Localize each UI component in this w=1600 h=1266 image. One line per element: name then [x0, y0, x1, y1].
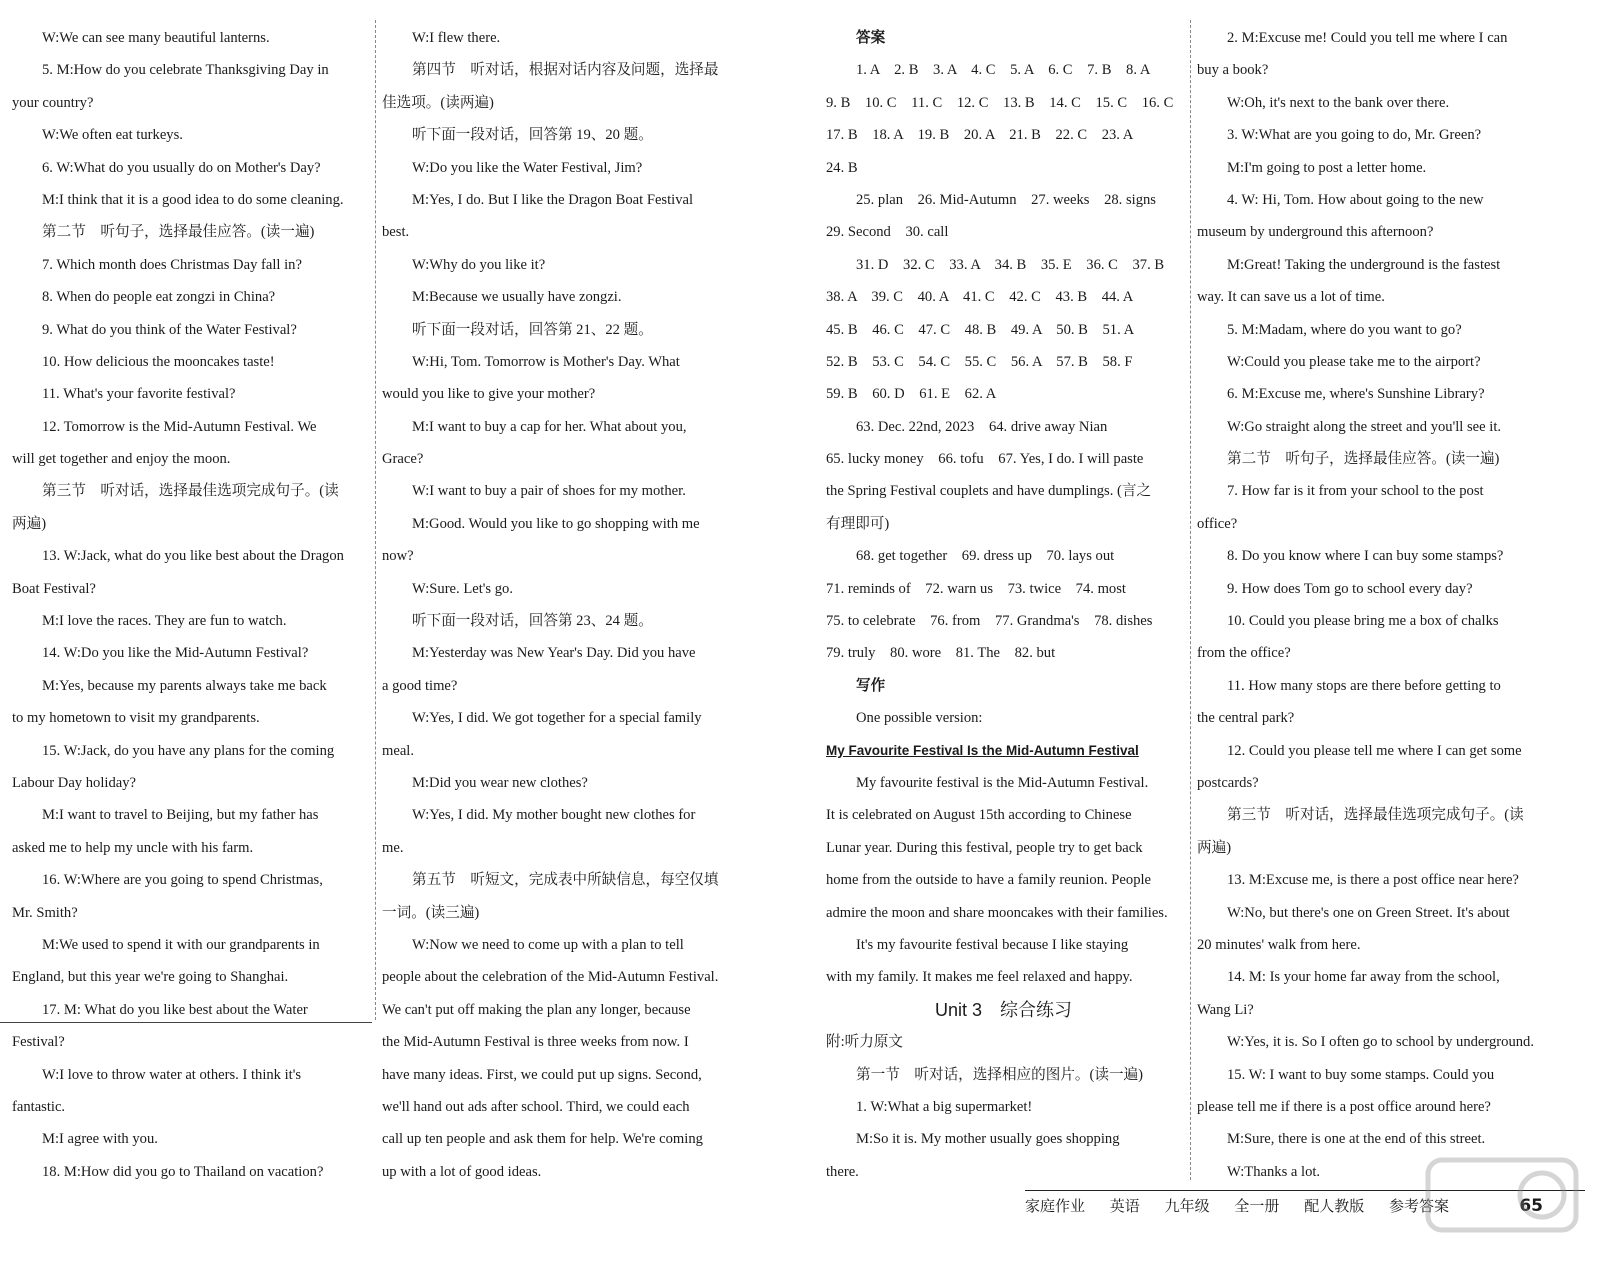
- text-line: up with a lot of good ideas.: [382, 1163, 542, 1180]
- text-line: 一词。(读三遍): [382, 904, 480, 921]
- text-line: 第四节 听对话，根据对话内容及问题，选择最: [412, 62, 719, 79]
- text-line: One possible version:: [856, 710, 983, 727]
- text-line: Wang Li?: [1197, 1001, 1254, 1018]
- text-line: 12. Tomorrow is the Mid-Autumn Festival. We: [42, 418, 317, 435]
- text-line: way. It can save us a lot of time.: [1197, 289, 1385, 306]
- footer-item: 英语: [1109, 1197, 1140, 1215]
- text-line: 11. How many stops are there before getting to: [1227, 677, 1501, 694]
- text-line: there.: [826, 1163, 859, 1180]
- text-line: 14. W:Do you like the Mid-Autumn Festival?: [42, 645, 309, 662]
- text-line: 29. Second 30. call: [826, 224, 949, 241]
- text-line: 3. W:What are you going to do, Mr. Green?: [1227, 127, 1482, 144]
- text-line: your country?: [12, 94, 94, 111]
- text-line: fantastic.: [12, 1098, 66, 1115]
- text-line: W:Now we need to come up with a plan to tell: [412, 936, 684, 953]
- text-line: 听下面一段对话，回答第 21、22 题。: [412, 321, 653, 338]
- footer-item: 配人教版: [1304, 1197, 1365, 1215]
- text-line: W:Thanks a lot.: [1227, 1163, 1321, 1180]
- text-line: 16. W:Where are you going to spend Christmas,: [42, 872, 323, 889]
- text-line: W:Could you please take me to the airport?: [1227, 353, 1481, 370]
- footer-item: 参考答案: [1388, 1197, 1449, 1215]
- text-line: 听下面一段对话，回答第 19、20 题。: [412, 127, 653, 144]
- text-line: 13. W:Jack, what do you like best about the Dragon: [42, 548, 344, 565]
- text-line: 63. Dec. 22nd, 2023 64. drive away Nian: [856, 418, 1108, 435]
- text-line: 两遍): [1197, 839, 1232, 856]
- text-line: 6. W:What do you usually do on Mother's Day?: [42, 159, 321, 176]
- text-line: M:I agree with you.: [42, 1131, 158, 1148]
- text-line: 25. plan 26. Mid-Autumn 27. weeks 28. signs: [856, 191, 1156, 208]
- text-line: 20 minutes' walk from here.: [1197, 936, 1361, 953]
- text-line: 第一节 听对话，选择相应的图片。(读一遍): [856, 1066, 1144, 1083]
- text-line: Boat Festival?: [12, 580, 96, 597]
- text-line: 17. M: What do you like best about the Water: [42, 1001, 308, 1018]
- text-line: 两遍): [12, 515, 47, 532]
- text-line: office?: [1197, 515, 1238, 532]
- text-line: W:Do you like the Water Festival, Jim?: [412, 159, 643, 176]
- text-line: 75. to celebrate 76. from 77. Grandma's 78. dishes: [826, 613, 1153, 630]
- right-page: [800, 0, 1600, 1266]
- text-line: 听下面一段对话，回答第 23、24 题。: [412, 613, 653, 630]
- text-line: M:I want to buy a cap for her. What about you,: [412, 418, 687, 435]
- text-line: 佳选项。(读两遍): [382, 94, 494, 111]
- section-label: 写作: [856, 677, 886, 694]
- text-line: 2. M:Excuse me! Could you tell me where I can: [1227, 30, 1508, 46]
- text-line: buy a book?: [1197, 62, 1269, 79]
- text-line: we'll hand out ads after school. Third, we could each: [382, 1098, 690, 1115]
- text-line: 59. B 60. D 61. E 62. A: [826, 386, 997, 403]
- text-line: M:Great! Taking the underground is the fastest: [1227, 256, 1501, 273]
- column-3: [826, 22, 1181, 1188]
- text-line: M:Yes, I do. But I like the Dragon Boat Festival: [412, 191, 694, 208]
- text-line: 11. What's your favorite festival?: [42, 386, 236, 403]
- text-line: 9. B 10. C 11. C 12. C 13. B 14. C 15. C 16. C: [826, 94, 1174, 111]
- text-line: 第二节 听句子，选择最佳应答。(读一遍): [1227, 451, 1500, 468]
- text-line: 10. Could you please bring me a box of chalks: [1227, 613, 1499, 630]
- text-line: 15. W: I want to buy some stamps. Could you: [1227, 1066, 1495, 1083]
- text-line: 12. Could you please tell me where I can get some: [1227, 742, 1522, 759]
- text-line: postcards?: [1197, 774, 1259, 791]
- text-line: W:I want to buy a pair of shoes for my mother.: [412, 483, 686, 500]
- text-line: please tell me if there is a post office around here?: [1197, 1098, 1491, 1115]
- text-line: 79. truly 80. wore 81. The 82. but: [826, 645, 1056, 662]
- text-line: the Spring Festival couplets and have dumplings. (言之: [826, 483, 1152, 500]
- text-line: Lunar year. During this festival, people try to get back: [826, 839, 1143, 856]
- text-line: 6. M:Excuse me, where's Sunshine Library?: [1227, 386, 1485, 403]
- text-line: W:Yes, I did. My mother bought new clothes for: [412, 807, 696, 824]
- text-line: 第三节 听对话，选择最佳选项完成句子。(读: [42, 483, 339, 500]
- text-line: 5. M:Madam, where do you want to go?: [1227, 321, 1462, 338]
- text-line: W:Yes, I did. We got together for a special family: [412, 710, 702, 727]
- text-line: 18. M:How did you go to Thailand on vacation?: [42, 1163, 324, 1180]
- text-line: 附:听力原文: [826, 1034, 904, 1051]
- text-line: 4. W: Hi, Tom. How about going to the new: [1227, 191, 1484, 208]
- text-line: M:So it is. My mother usually goes shopping: [856, 1131, 1120, 1148]
- text-line: M:Yes, because my parents always take me back: [42, 677, 327, 694]
- text-line: 第二节 听句子，选择最佳应答。(读一遍): [42, 224, 315, 241]
- text-line: 24. B: [826, 159, 858, 176]
- text-line: best.: [382, 224, 410, 241]
- text-line: meal.: [382, 742, 415, 759]
- text-line: people about the celebration of the Mid-Autumn Festival.: [382, 969, 719, 986]
- text-line: M:We used to spend it with our grandparents in: [42, 936, 320, 953]
- text-line: with my family. It makes me feel relaxed and happy.: [826, 969, 1133, 986]
- text-line: would you like to give your mother?: [382, 386, 596, 403]
- column-1: [12, 22, 368, 1188]
- text-line: from the office?: [1197, 645, 1291, 662]
- text-line: 7. Which month does Christmas Day fall in?: [42, 256, 302, 273]
- text-line: 13. M:Excuse me, is there a post office near here?: [1227, 872, 1519, 889]
- text-line: M:Sure, there is one at the end of this street.: [1227, 1131, 1486, 1148]
- text-line: Grace?: [382, 451, 424, 468]
- text-line: 52. B 53. C 54. C 55. C 56. A 57. B 58. F: [826, 353, 1133, 370]
- text-line: M:I want to travel to Beijing, but my father has: [42, 807, 319, 824]
- text-line: 65. lucky money 66. tofu 67. Yes, I do. I will paste: [826, 451, 1144, 468]
- footer-item: 全一册: [1234, 1197, 1280, 1215]
- text-line: England, but this year we're going to Shanghai.: [12, 969, 289, 986]
- text-line: It's my favourite festival because I like staying: [856, 936, 1129, 953]
- footer-item: 家庭作业: [1025, 1197, 1086, 1215]
- text-line: a good time?: [382, 677, 458, 694]
- text-line: W:Sure. Let's go.: [412, 580, 513, 597]
- column-break-rule: [0, 1022, 372, 1023]
- text-line: Labour Day holiday?: [12, 774, 137, 791]
- text-line: It is celebrated on August 15th according to Chinese: [826, 807, 1132, 824]
- text-line: 17. B 18. A 19. B 20. A 21. B 22. C 23. A: [826, 127, 1134, 144]
- column-4: [1197, 22, 1552, 1188]
- text-line: call up ten people and ask them for help. We're coming: [382, 1131, 703, 1148]
- text-line: M:I think that it is a good idea to do some cleaning.: [42, 191, 344, 208]
- text-line: W:We can see many beautiful lanterns.: [42, 30, 270, 46]
- text-line: W:Hi, Tom. Tomorrow is Mother's Day. What: [412, 353, 680, 370]
- text-line: 有理即可): [826, 515, 890, 532]
- text-line: now?: [382, 548, 414, 565]
- text-line: 1. A 2. B 3. A 4. C 5. A 6. C 7. B 8. A: [856, 62, 1151, 79]
- text-line: will get together and enjoy the moon.: [12, 451, 231, 468]
- text-line: 9. How does Tom go to school every day?: [1227, 580, 1473, 597]
- text-line: museum by underground this afternoon?: [1197, 224, 1434, 241]
- text-line: W:I love to throw water at others. I think it's: [42, 1066, 302, 1083]
- text-line: 14. M: Is your home far away from the school,: [1227, 969, 1500, 986]
- text-line: the Mid-Autumn Festival is three weeks from now. I: [382, 1034, 689, 1051]
- text-line: 10. How delicious the mooncakes taste!: [42, 353, 275, 370]
- watermark-logo: [1422, 1150, 1582, 1260]
- text-line: 31. D 32. C 33. A 34. B 35. E 36. C 37. B: [856, 256, 1165, 273]
- text-line: home from the outside to have a family reunion. People: [826, 872, 1152, 889]
- text-line: M:I'm going to post a letter home.: [1227, 159, 1427, 176]
- text-line: 68. get together 69. dress up 70. lays out: [856, 548, 1115, 565]
- text-line: We can't put off making the plan any longer, because: [382, 1001, 691, 1018]
- text-line: W:Why do you like it?: [412, 256, 546, 273]
- text-line: W:Go straight along the street and you'll see it.: [1227, 418, 1502, 435]
- text-line: 8. Do you know where I can buy some stamps?: [1227, 548, 1504, 565]
- text-line: W:Oh, it's next to the bank over there.: [1227, 94, 1450, 111]
- text-line: M:I love the races. They are fun to watch.: [42, 613, 287, 630]
- text-line: 45. B 46. C 47. C 48. B 49. A 50. B 51. A: [826, 321, 1135, 338]
- text-line: 第五节 听短文，完成表中所缺信息，每空仅填: [412, 872, 719, 889]
- text-line: M:Because we usually have zongzi.: [412, 289, 622, 306]
- text-line: W:Yes, it is. So I often go to school by underground.: [1227, 1034, 1535, 1051]
- text-line: M:Did you wear new clothes?: [412, 774, 588, 791]
- page-number: 65: [1519, 1196, 1543, 1216]
- text-line: the central park?: [1197, 710, 1295, 727]
- text-line: 8. When do people eat zongzi in China?: [42, 289, 276, 306]
- text-line: 15. W:Jack, do you have any plans for the coming: [42, 742, 335, 759]
- text-line: have many ideas. First, we could put up signs. Second,: [382, 1066, 702, 1083]
- text-line: My favourite festival is the Mid-Autumn Festival.: [856, 774, 1149, 791]
- section-label: 答案: [856, 30, 886, 46]
- text-line: M:Yesterday was New Year's Day. Did you have: [412, 645, 696, 662]
- text-line: 9. What do you think of the Water Festival?: [42, 321, 297, 338]
- text-line: M:Good. Would you like to go shopping with me: [412, 515, 700, 532]
- section-heading: Unit 3 综合练习: [934, 999, 1073, 1020]
- text-line: W:No, but there's one on Green Street. It's about: [1227, 904, 1510, 921]
- text-line: me.: [382, 839, 404, 856]
- text-line: Festival?: [12, 1034, 65, 1051]
- text-line: admire the moon and share mooncakes with their families.: [826, 904, 1168, 921]
- text-line: 第三节 听对话，选择最佳选项完成句子。(读: [1227, 807, 1524, 824]
- text-line: W:I flew there.: [412, 30, 501, 46]
- text-line: to my hometown to visit my grandparents.: [12, 710, 260, 727]
- footer-item: 九年级: [1164, 1197, 1210, 1215]
- text-line: 7. How far is it from your school to the post: [1227, 483, 1484, 500]
- essay-title: My Favourite Festival Is the Mid-Autumn Festival: [826, 742, 1139, 758]
- text-line: 1. W:What a big supermarket!: [856, 1098, 1033, 1115]
- text-line: W:We often eat turkeys.: [42, 127, 183, 144]
- text-line: 38. A 39. C 40. A 41. C 42. C 43. B 44. A: [826, 289, 1134, 306]
- text-line: Mr. Smith?: [12, 904, 78, 921]
- text-line: 5. M:How do you celebrate Thanksgiving Day in: [42, 62, 329, 79]
- column-divider: [375, 20, 376, 1020]
- column-divider: [1190, 20, 1191, 1180]
- text-line: asked me to help my uncle with his farm.: [12, 839, 254, 856]
- column-2: [382, 22, 738, 1188]
- text-line: 71. reminds of 72. warn us 73. twice 74. most: [826, 580, 1126, 597]
